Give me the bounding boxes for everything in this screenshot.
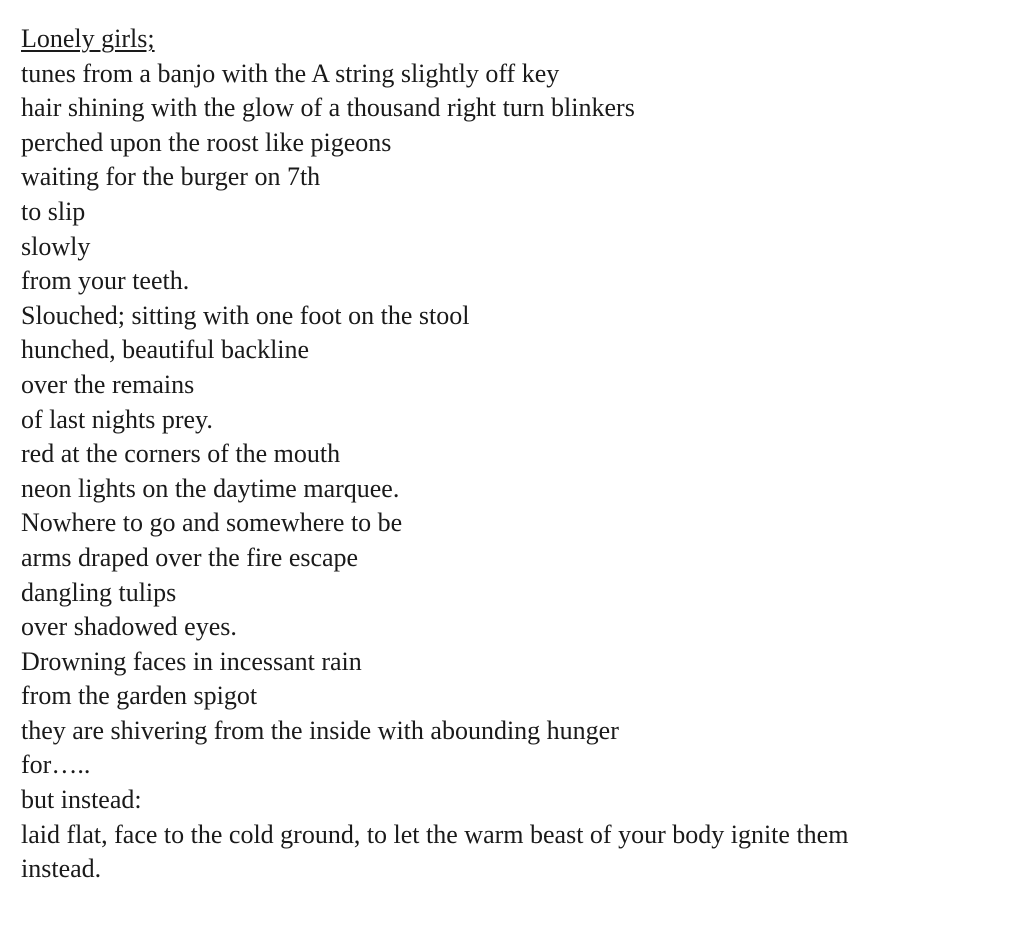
poem-line: Drowning faces in incessant rain [21,646,362,676]
poem-line: hair shining with the glow of a thousand right turn blinkers [21,93,635,123]
poem-line: slowly [21,231,91,261]
poem-line: they are shivering from the inside with abounding hunger [21,715,619,745]
poem-line: from the garden spigot [21,681,258,711]
poem-line: over shadowed eyes. [21,612,237,642]
poem-body [21,22,1001,887]
poem-line: arms draped over the fire escape [21,542,359,572]
poem-line: dangling tulips [21,577,177,607]
poem-line: instead. [21,854,102,884]
poem-line: laid flat, face to the cold ground, to let the warm beast of your body ignite them [21,819,849,849]
poem-line: Slouched; sitting with one foot on the stool [21,300,470,330]
poem-line: for….. [21,750,91,780]
poem-line: waiting for the burger on 7th [21,162,321,192]
poem-line: from your teeth. [21,266,190,296]
poem-line: hunched, beautiful backline [21,335,310,365]
poem-line: neon lights on the daytime marquee. [21,473,400,503]
poem-line: Nowhere to go and somewhere to be [21,508,403,538]
poem-line: tunes from a banjo with the A string slightly off key [21,58,560,88]
poem-line: over the remains [21,369,195,399]
poem-title: Lonely girls; [21,24,155,53]
poem-line: but instead: [21,785,142,815]
poem-line: red at the corners of the mouth [21,439,341,469]
poem-line: perched upon the roost like pigeons [21,127,392,157]
poem-line: of last nights prey. [21,404,213,434]
poem-line: to slip [21,196,86,226]
